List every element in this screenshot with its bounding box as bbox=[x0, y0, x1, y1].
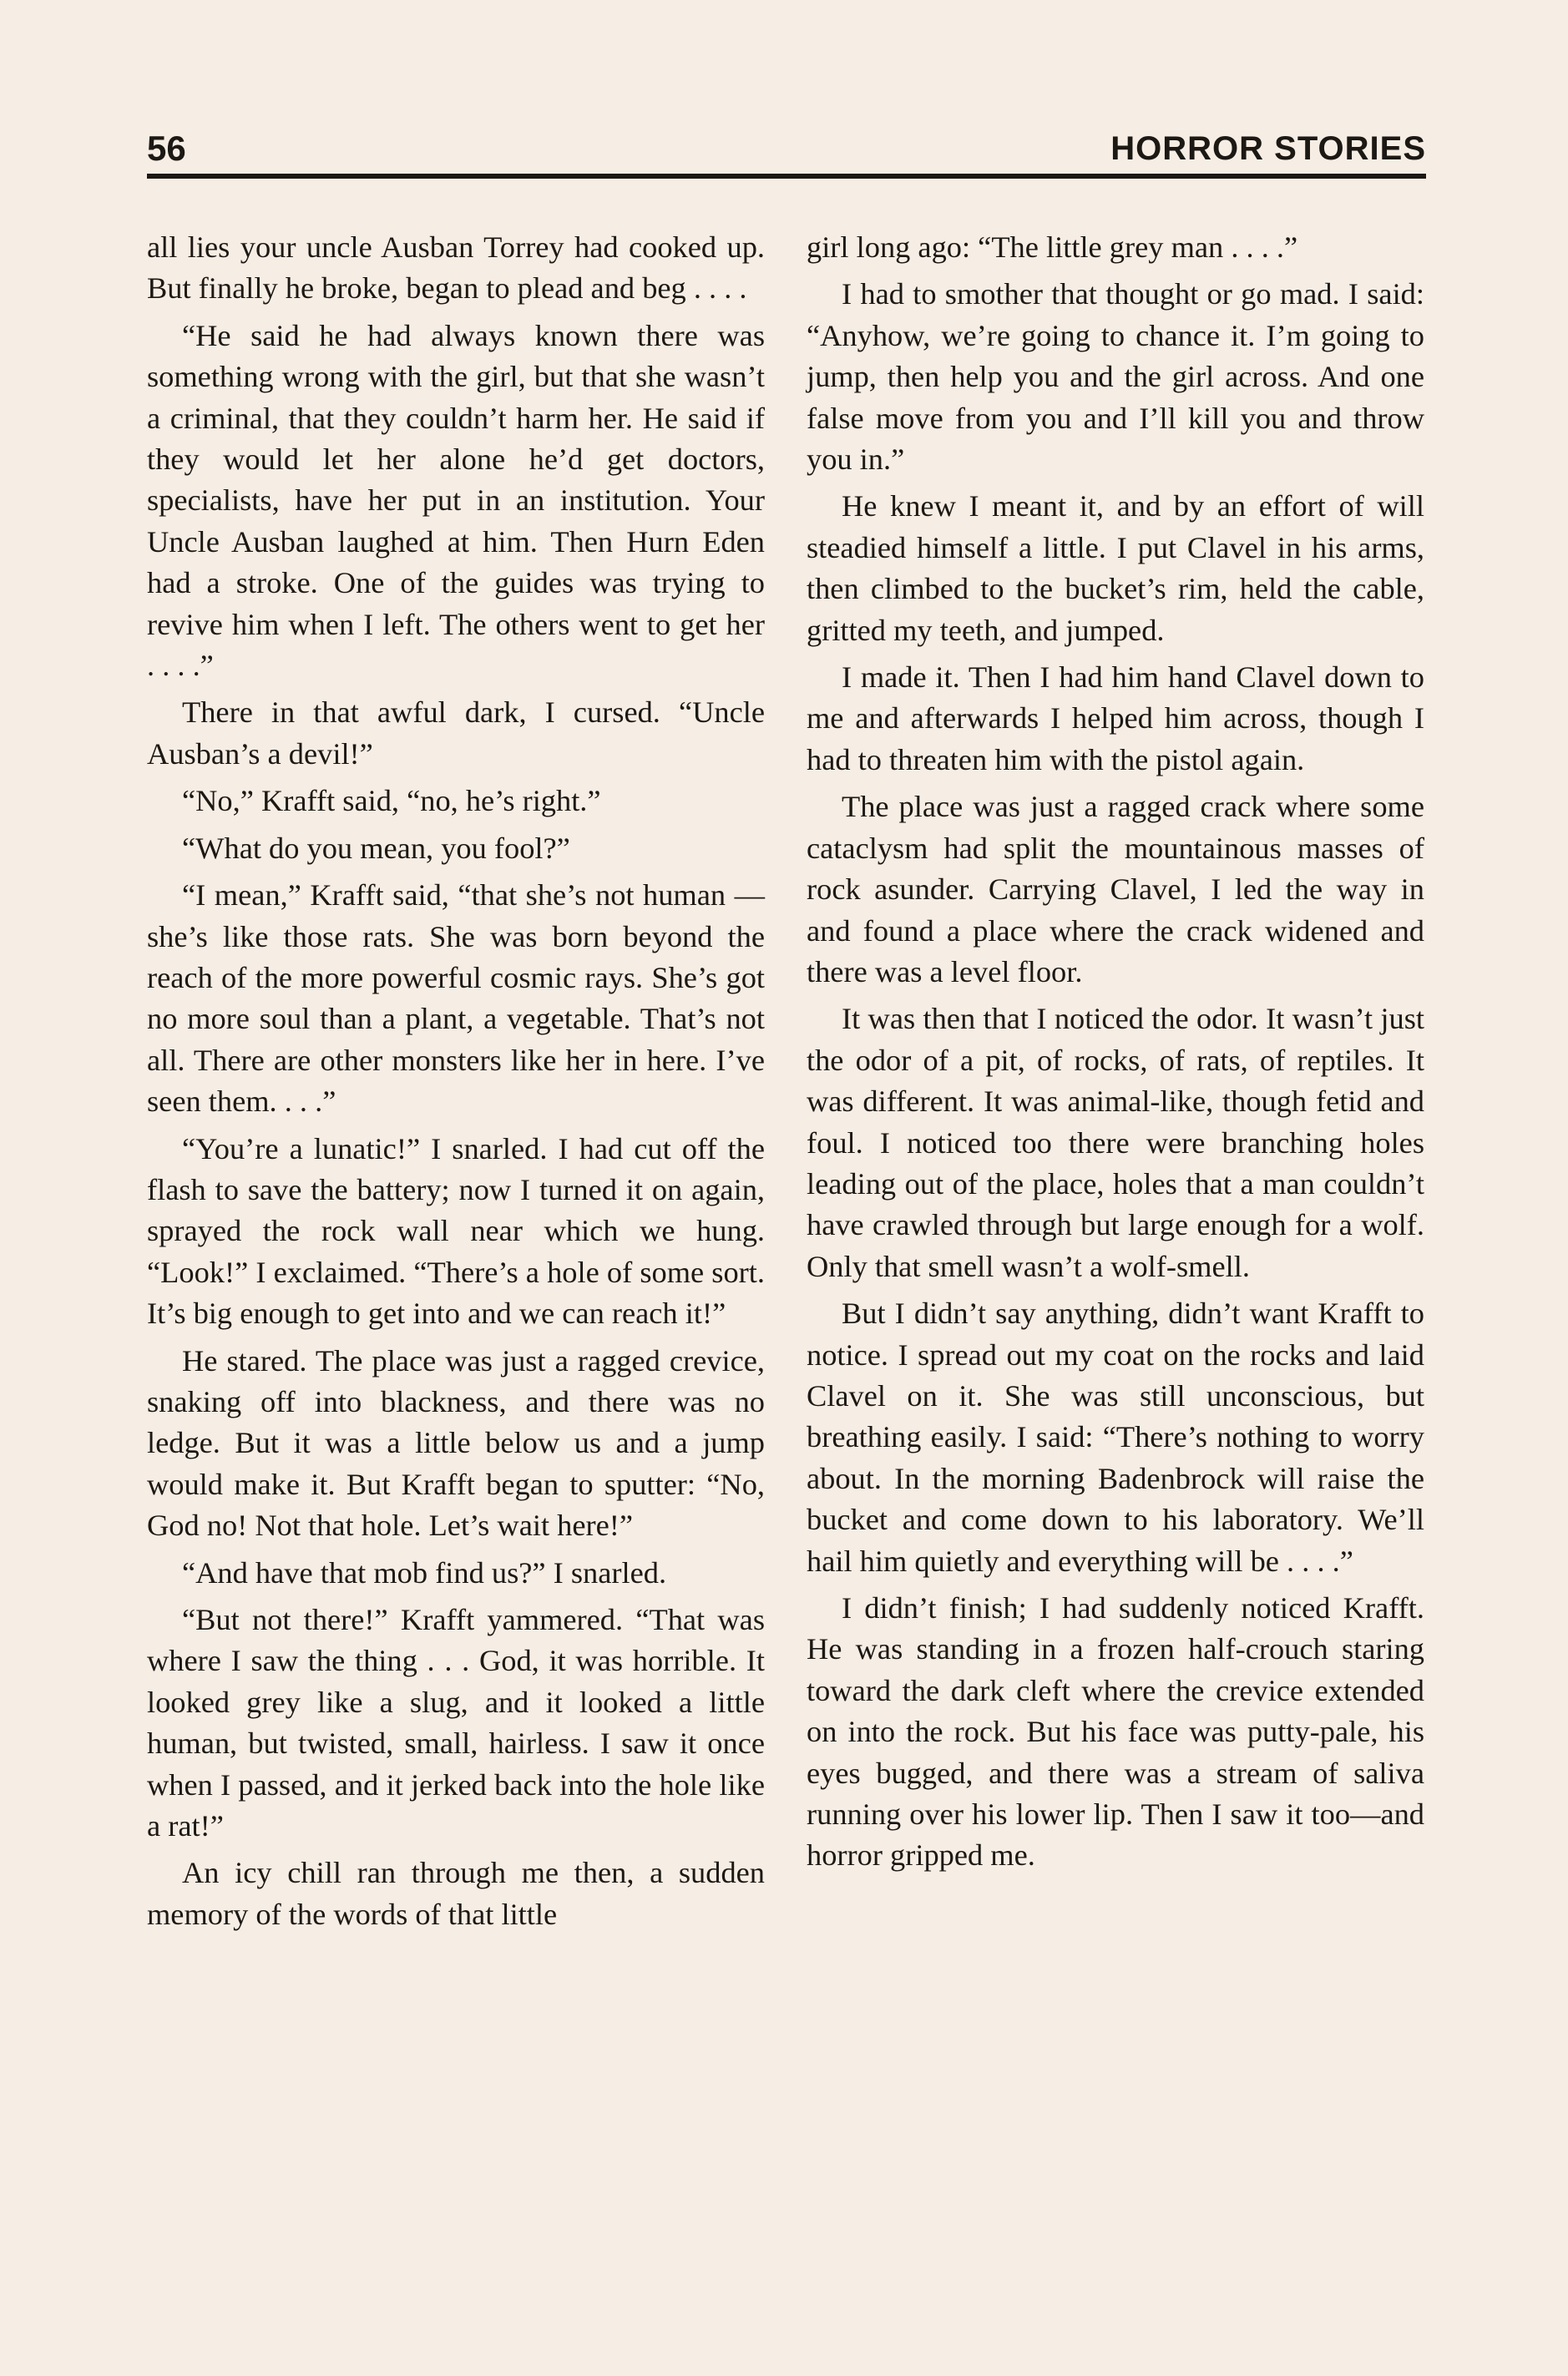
paragraph: “What do you mean, you fool?” bbox=[182, 831, 570, 865]
right-column bbox=[807, 227, 1424, 1883]
paragraph: “But not there!” Krafft yammered. “That was where I saw the thing . . . God, it was horrible. It looked grey like a slug, and it looked a little human, but twisted, small, hairless. I saw it once when I passed, and it jerked back into the hole like a rat!” bbox=[147, 1603, 765, 1843]
paragraph: I made it. Then I had him hand Clavel down to me and afterwards I helped him across, though I had to threaten him with the pistol again. bbox=[807, 660, 1424, 776]
paragraph: “You’re a lunatic!” I snarled. I had cut off the flash to save the battery; now I turned it on again, sprayed the rock wall near which we hung. “Look!” I exclaimed. “There’s a hole of some sort. It’s big enough to get into and we can reach it!” bbox=[147, 1131, 765, 1331]
page-header bbox=[147, 124, 1426, 174]
paragraph: The place was just a ragged crack where some cataclysm had split the mountainous masses of rock asunder. Carrying Clavel, I led the way in and found a place where the crack widened and there was a level floor. bbox=[807, 790, 1424, 988]
paragraph: I didn’t finish; I had suddenly noticed Krafft. He was standing in a frozen half-crouch staring toward the dark cleft where the crevice extended on into the rock. But his face was putty-pale, his eyes bugged, and there was a stream of saliva running over his lower lip. Then I saw it too—and horror gripped me. bbox=[807, 1591, 1424, 1873]
paragraph: all lies your uncle Ausban Torrey had cooked up. But finally he broke, began to plead and beg . . . . bbox=[147, 230, 765, 306]
left-column bbox=[147, 227, 765, 1941]
paragraph: girl long ago: “The little grey man . . . .” bbox=[807, 230, 1298, 264]
page-number: 56 bbox=[147, 129, 186, 168]
paragraph: “I mean,” Krafft said, “that she’s not human — she’s like those rats. She was born beyond the reach of the more powerful cosmic rays. She’s got no more soul than a plant, a vegetable. That’s not all. There are other monsters like her in here. I’ve seen them. . . .” bbox=[147, 878, 765, 1119]
paragraph: I had to smother that thought or go mad. I said: “Anyhow, we’re going to chance it. I’m going to jump, then help you and the girl across. And one false move from you and I’ll kill you and throw you in.” bbox=[807, 277, 1424, 477]
paragraph: “No,” Krafft said, “no, he’s right.” bbox=[182, 784, 601, 818]
paragraph: An icy chill ran through me then, a sudden memory of the words of that little bbox=[147, 1856, 765, 1931]
paragraph: “And have that mob find us?” I snarled. bbox=[182, 1555, 667, 1590]
header-rule bbox=[147, 174, 1426, 179]
paragraph: There in that awful dark, I cursed. “Uncle Ausban’s a devil!” bbox=[147, 695, 765, 771]
paragraph: It was then that I noticed the odor. It wasn’t just the odor of a pit, of rocks, of rats, of reptiles. It was different. It was animal-like, though fetid and foul. I noticed too there were branching holes leading out of the place, holes that a man couldn’t have crawled through but large enough for a wolf. Only that smell wasn’t a wolf-smell. bbox=[807, 1002, 1424, 1283]
paragraph: He stared. The place was just a ragged crevice, snaking off into blackness, and there was no ledge. But it was a little below us and a jump would make it. But Krafft began to sputter: “No, God no! Not that hole. Let’s wait here!” bbox=[147, 1343, 765, 1543]
paragraph: But I didn’t say anything, didn’t want Krafft to notice. I spread out my coat on the rocks and laid Clavel on it. She was still unconscious, but breathing easily. I said: “There’s nothing to worry about. In the morning Badenbrock will raise the bucket and come down to his laboratory. We’ll hail him quietly and everything will be . . . .” bbox=[807, 1297, 1424, 1578]
paragraph: He knew I meant it, and by an effort of will steadied himself a little. I put Clavel in his arms, then climbed to the bucket’s rim, held the cable, gritted my teeth, and jumped. bbox=[807, 489, 1424, 647]
paragraph: “He said he had always known there was something wrong with the girl, but that she wasn’t a criminal, that they couldn’t harm her. He said if they would let her alone he’d get doctors, specialists, have her put in an institution. Your Uncle Ausban laughed at him. Then Hurn Eden had a stroke. One of the guides was trying to revive him when I left. The others went to get her . . . .” bbox=[147, 318, 765, 683]
running-title: HORROR STORIES bbox=[1110, 130, 1426, 167]
